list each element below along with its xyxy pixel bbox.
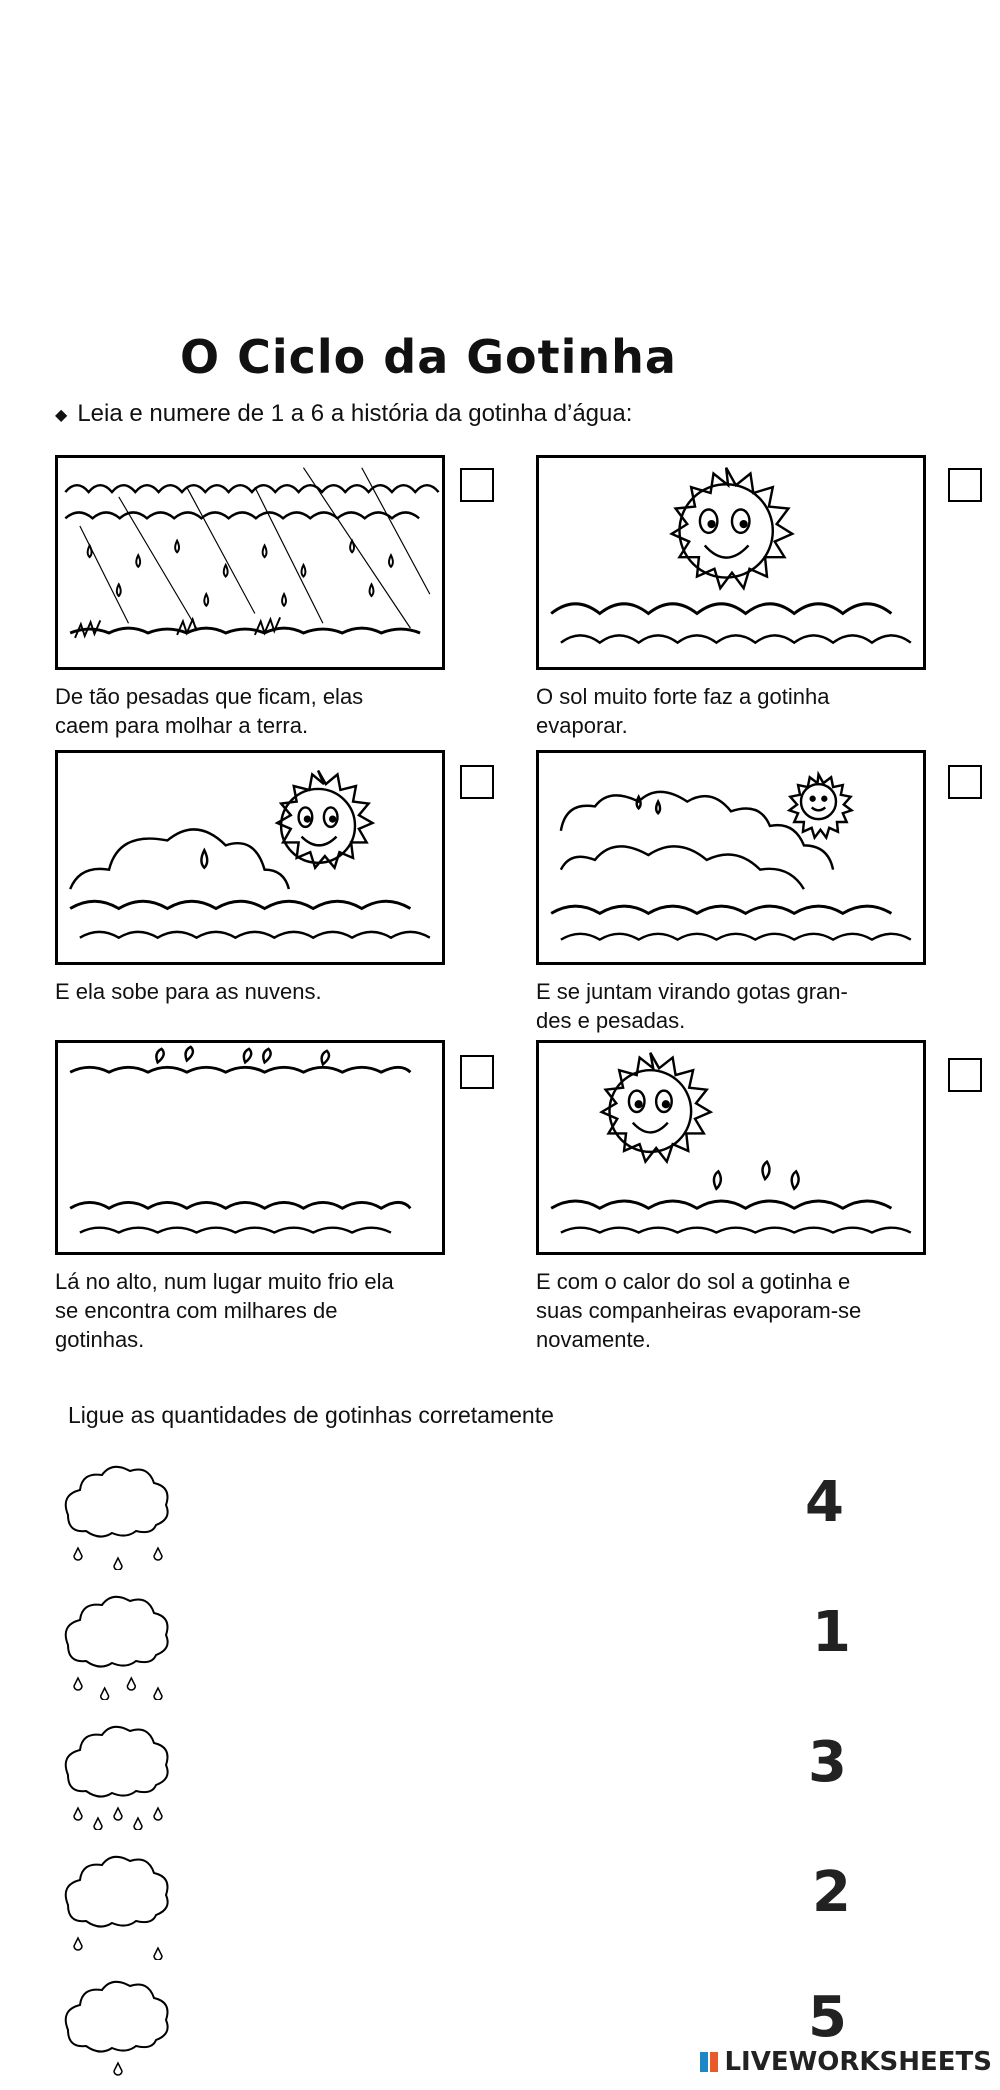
caption-line: caem para molhar a terra. <box>55 713 309 738</box>
cloud-icon <box>58 1975 178 2085</box>
water-drop-icon <box>134 1818 142 1830</box>
water-drop-icon <box>74 1808 82 1820</box>
caption-panel-6 <box>536 1267 936 1354</box>
panel-sun-evaporate <box>536 455 926 670</box>
caption-line: De tão pesadas que ficam, elas <box>55 684 364 709</box>
caption-panel-5 <box>55 1267 455 1354</box>
cloud-with-drops-2[interactable] <box>58 1590 178 1705</box>
cloud-icon <box>58 1590 178 1700</box>
liveworksheets-logo-icon <box>698 2048 720 2076</box>
caption-line: E com o calor do sol a gotinha e <box>536 1269 851 1294</box>
water-drop-icon <box>154 1948 162 1960</box>
bullet-icon: ◆ <box>55 406 68 424</box>
panel-clouds-gather <box>536 750 926 965</box>
panel-cold-high <box>55 1040 445 1255</box>
water-drop-icon <box>74 1938 82 1950</box>
caption-line: Lá no alto, num lugar muito frio ela <box>55 1269 394 1294</box>
number-box-2[interactable] <box>948 468 982 502</box>
caption-line: E se juntam virando gotas gran- <box>536 979 848 1004</box>
caption-panel-2 <box>536 682 936 740</box>
match-number-2[interactable]: 1 <box>812 1600 851 1665</box>
watermark-text: LIVEWORKSHEETS <box>724 2047 992 2077</box>
water-drop-icon <box>94 1818 102 1830</box>
number-box-6[interactable] <box>948 1058 982 1092</box>
watermark <box>698 2047 992 2077</box>
caption-panel-4 <box>536 977 936 1035</box>
instruction-text: Leia e numere de 1 a 6 a história da gotinha d’água: <box>77 400 633 427</box>
cloud-with-drops-5[interactable] <box>58 1975 178 2090</box>
water-drop-icon <box>114 1558 122 1570</box>
caption-line: evaporar. <box>536 713 628 738</box>
match-number-5[interactable]: 5 <box>808 1985 847 2050</box>
caption-panel-1 <box>55 682 455 740</box>
caption-line: O sol muito forte faz a gotinha <box>536 684 830 709</box>
caption-line: suas companheiras evaporam-se <box>536 1298 862 1323</box>
water-drop-icon <box>74 1678 82 1690</box>
panel-rise-to-clouds <box>55 750 445 965</box>
caption-panel-3 <box>55 977 455 1006</box>
number-box-1[interactable] <box>460 468 494 502</box>
cloud-with-drops-4[interactable] <box>58 1850 178 1965</box>
panel-evaporate-again <box>536 1040 926 1255</box>
caption-line: novamente. <box>536 1327 651 1352</box>
water-drop-icon <box>74 1548 82 1560</box>
number-box-4[interactable] <box>948 765 982 799</box>
cloud-with-drops-3[interactable] <box>58 1720 178 1835</box>
water-drop-icon <box>114 2063 122 2075</box>
matching-subtitle: Ligue as quantidades de gotinhas corretamente <box>68 1402 554 1428</box>
cloud-icon <box>58 1460 178 1570</box>
number-box-5[interactable] <box>460 1055 494 1089</box>
number-box-3[interactable] <box>460 765 494 799</box>
cloud-with-drops-1[interactable] <box>58 1460 178 1575</box>
water-drop-icon <box>114 1808 122 1820</box>
water-drop-icon <box>101 1688 109 1700</box>
match-number-1[interactable]: 4 <box>805 1470 844 1535</box>
match-number-3[interactable]: 3 <box>808 1730 847 1795</box>
match-number-4[interactable]: 2 <box>812 1860 851 1925</box>
caption-line: E ela sobe para as nuvens. <box>55 979 322 1004</box>
caption-line: se encontra com milhares de <box>55 1298 338 1323</box>
water-drop-icon <box>127 1678 135 1690</box>
water-drop-icon <box>154 1808 162 1820</box>
cloud-icon <box>58 1850 178 1960</box>
panel-rain <box>55 455 445 670</box>
water-drop-icon <box>154 1548 162 1560</box>
caption-line: des e pesadas. <box>536 1008 686 1033</box>
cloud-icon <box>58 1720 178 1830</box>
caption-line: gotinhas. <box>55 1327 145 1352</box>
page-title: O Ciclo da Gotinha <box>180 330 677 384</box>
instruction <box>55 400 632 428</box>
water-drop-icon <box>154 1688 162 1700</box>
